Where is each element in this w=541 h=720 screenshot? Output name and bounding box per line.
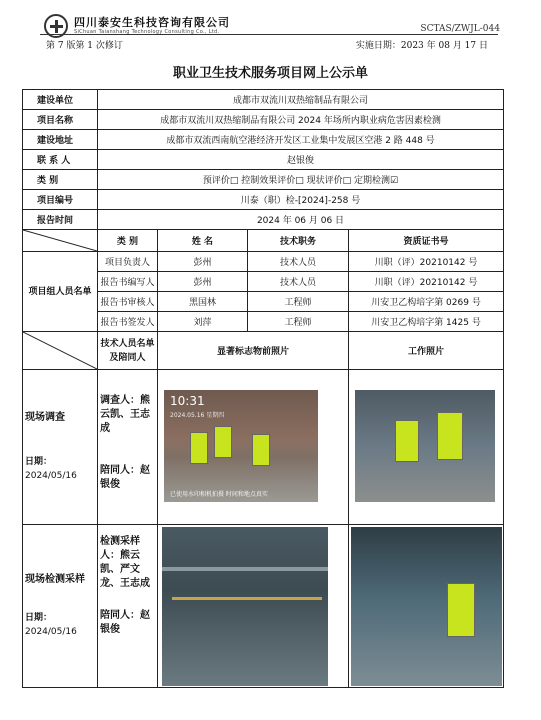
survey-investigators: 调查人：熊云凯、王志成 (100, 395, 150, 434)
survey-date: 2024/05/16 (25, 471, 77, 481)
work-header: 工作照片 (349, 332, 504, 370)
rail-line (162, 567, 328, 571)
name-cell: 彭州 (158, 252, 248, 272)
document-code: SCTAS/ZWJL-044 (420, 24, 500, 34)
sampling-date: 2024/05/16 (25, 627, 77, 637)
unit-label: 建设单位 (23, 90, 98, 110)
header-category: 类 别 (98, 230, 158, 252)
sampling-date-label: 日期： (25, 613, 53, 623)
survey-staff-cell (98, 370, 158, 525)
contact-value: 赵银俊 (98, 150, 504, 170)
sampling-work-photo (349, 525, 503, 687)
worker-figure (395, 420, 419, 462)
header-title: 技术职务 (248, 230, 349, 252)
company-name-en: SiChuan Taianshang Technology Consulting Co., Ltd. (74, 29, 220, 35)
address-value: 成都市双流西南航空港经济开发区工业集中发展区空港 2 路 448 号 (98, 130, 504, 150)
category-value: 预评价□ 控制效果评价□ 现状评价□ 定期检测☑ (98, 170, 504, 190)
survey-date-label: 日期： (25, 457, 53, 467)
work-photo-image (351, 527, 502, 686)
sampling-cell (23, 525, 98, 688)
sampling-label: 现场检测采样 (25, 574, 85, 585)
name-cell: 刘萍 (158, 312, 248, 332)
group-label: 项目组人员名单 (23, 252, 98, 332)
survey-cell (23, 370, 98, 525)
worker-figure (447, 583, 475, 637)
survey-label: 现场调查 (25, 412, 65, 423)
role-cell: 报告书编写人 (98, 272, 158, 292)
cert-cell: 川职（评）20210142 号 (349, 252, 504, 272)
survey-landmark-photo (158, 370, 348, 524)
rail-line (172, 597, 322, 600)
worker-figure (437, 412, 463, 460)
work-photo-image (355, 390, 495, 502)
survey-work-photo (349, 370, 503, 524)
header-cert: 资质证书号 (349, 230, 504, 252)
company-name: 四川泰安生科技咨询有限公司 (74, 16, 230, 29)
cert-cell: 川安卫乙构培字第 0269 号 (349, 292, 504, 312)
diagonal-cell (23, 332, 98, 370)
role-cell: 报告书审核人 (98, 292, 158, 312)
effective-date: 实施日期：2023 年 08 月 17 日 (355, 41, 488, 51)
notice-table (22, 89, 504, 688)
unit-value: 成都市双流川双热缩制品有限公司 (98, 90, 504, 110)
sampling-work-cell (349, 525, 504, 688)
date-value: 2024 年 06 月 06 日 (98, 210, 504, 230)
name-cell: 彭州 (158, 272, 248, 292)
role-cell: 项目负责人 (98, 252, 158, 272)
photo-time: 10:31 (170, 394, 205, 408)
sampling-landmark-cell (158, 525, 349, 688)
title-cell: 技术人员 (248, 252, 349, 272)
address-label: 建设地址 (23, 130, 98, 150)
project-value: 成都市双流川双热缩制品有限公司 2024 年场所内职业病危害因素检测 (98, 110, 504, 130)
number-value: 川泰（职）检-[2024]-258 号 (98, 190, 504, 210)
title-cell: 工程师 (248, 312, 349, 332)
category-label: 类 别 (23, 170, 98, 190)
photo-watermark: 已使用水印相机拍摄 时间和地点真实 (170, 491, 268, 498)
date-label: 报告时间 (23, 210, 98, 230)
diagonal-cell (23, 230, 98, 252)
sampling-samplers: 检测采样人：熊云凯、严文龙、王志成 (100, 536, 150, 589)
name-cell: 黑国林 (158, 292, 248, 312)
survey-landmark-cell (158, 370, 349, 525)
project-label: 项目名称 (23, 110, 98, 130)
photo-date: 2024.05.16 星期四 (170, 412, 225, 419)
diagonal-line (23, 230, 97, 251)
staff-header: 技术人员名单及陪同人 (98, 332, 158, 370)
cert-cell: 川职（评）20210142 号 (349, 272, 504, 292)
landmark-photo-image (164, 390, 318, 502)
version-label: 第 7 版第 1 次修订 (46, 41, 123, 51)
worker-figure (214, 426, 232, 458)
title-cell: 工程师 (248, 292, 349, 312)
sampling-staff-cell (98, 525, 158, 688)
diagonal-line (23, 332, 97, 369)
survey-work-cell (349, 370, 504, 525)
header-divider (40, 34, 498, 35)
sampling-landmark-photo (158, 525, 348, 687)
contact-label: 联 系 人 (23, 150, 98, 170)
worker-figure (252, 434, 270, 466)
page-title: 职业卫生技术服务项目网上公示单 (172, 66, 368, 81)
header-name: 姓 名 (158, 230, 248, 252)
sampling-escort: 陪同人：赵银俊 (100, 610, 150, 635)
worker-figure (190, 432, 208, 464)
landmark-photo-image (162, 527, 328, 686)
role-cell: 报告书签发人 (98, 312, 158, 332)
survey-escort: 陪同人：赵银俊 (100, 465, 150, 490)
cert-cell: 川安卫乙构培字第 1425 号 (349, 312, 504, 332)
landmark-header: 显著标志物前照片 (158, 332, 349, 370)
number-label: 项目编号 (23, 190, 98, 210)
title-cell: 技术人员 (248, 272, 349, 292)
